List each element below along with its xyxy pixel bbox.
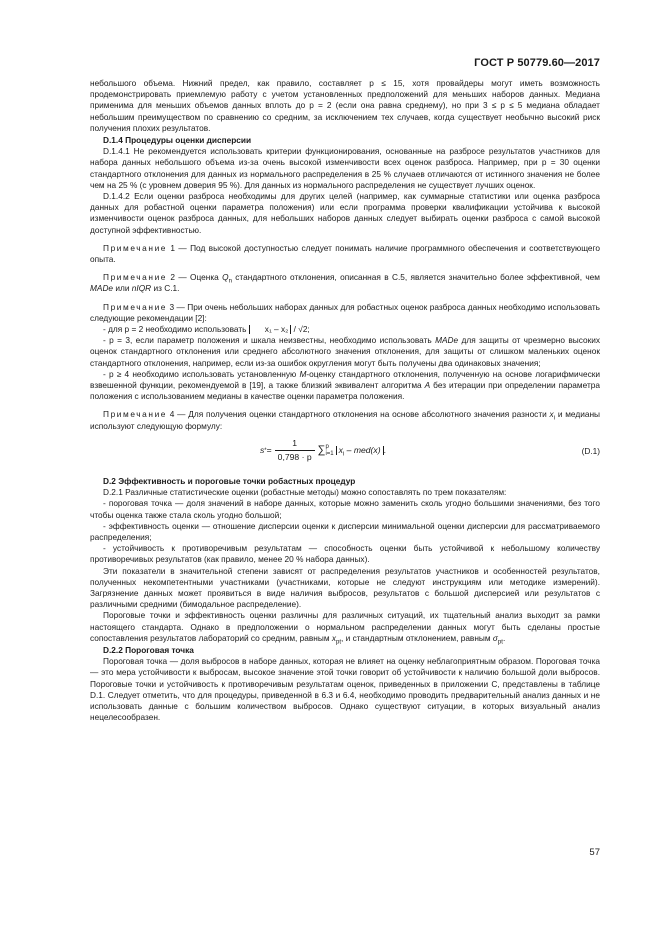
section-heading-d2: D.2 Эффективность и пороговые точки робастных процедур: [103, 475, 356, 486]
paragraph-d141: D.1.4.1 Не рекомендуется использовать критерии функционирования, основанные на разбросе результатов участников для набора данных небольшого объема из-за очень высокой изменчивости всех оценок разброса. Например, при p = 30 оценки стандартного отклонения для данных из нормального распределения в 25 % случаев отличаются от истинного значения не более чем на 25 % (с уровнем доверия 95 %). Для данных из нормального распределения не существует лучших оценок.: [90, 146, 600, 190]
paragraph: Эти показатели в значительной степени зависят от распределения результатов участников и особенностей результатов, полученных некомпетентными участниками (участниками, которые не следуют инструкциям или методике измерений). Загрязнение данных может проявиться в виде наличия выбросов, результатов с большой дисперсией или результатов с различными средними (бимодальное распределение).: [90, 565, 600, 610]
abs-expression: $x_i - med(x)$: [336, 446, 384, 455]
note-label: Примечание: [103, 301, 168, 312]
sum-symbol: ∑: [317, 443, 326, 456]
list-item: - эффективность оценки — отношение дисперсии оценки к дисперсии минимальной оценки дисперсии для рассматриваемого распределения;: [90, 520, 600, 542]
list-item: - устойчивость к противоречивым результатам — способность оценки быть устойчивой к небольшому количеству противоречивых результатов (как правило, менее 20 % набора данных).: [90, 543, 600, 565]
note-3-bullet-3: - p ≥ 4 необходимо использовать установленную M-оценку стандартного отклонения, полученную на основе логарифмически взвешенной функции, рекомендуемой в [19], а также близкий эквивалент алгоритма A без итерации при определении параметра положения с использованием медианы в качестве оценки параметра положения.: [90, 368, 600, 402]
paragraph-d142: D.1.4.2 Если оценки разброса необходимы для других целей (например, как суммарные статистики или оценка разброса данных для робастной оценки параметра положения) или если программа проверки квалификации устойчива к высокой изменчивости оценок разброса данных, для небольших наборов данных следует выбирать оценки разброса с самой высокой доступной эффективностью.: [90, 191, 600, 235]
document-header: ГОСТ Р 50779.60—2017: [474, 57, 600, 69]
paragraph: Пороговые точки и эффективность оценки различны для различных ситуаций, их тщательный анализ выходит за рамки настоящего стандарта. Однако в предположении о нормальном распределении данных могут быть сделаны простые сопоставления результатов лабораторий со средним, равным $x_{pt}$, и стандартным отклонением, равным $\sigma_{pt}$.: [90, 610, 600, 646]
formula-d1: [90, 436, 600, 470]
note-4: Примечание 4 — Для получения оценки стандартного отклонения на основе абсолютного значения разности $x_i$ и медианы используют следующую формулу:: [90, 409, 600, 431]
list-item: - пороговая точка — доля значений в наборе данных, которые можно заменить сколь угодно большими значениями, без того чтобы оценка также стала сколь угодно большой;: [90, 498, 600, 520]
paragraph-d21: D.2.1 Различные статистические оценки (робастные методы) можно сопоставлять по трем показателям:: [103, 487, 507, 498]
page-number: 57: [589, 847, 600, 858]
note-2: Примечание 2 — Оценка $Q_n$ стандартного отклонения, описанная в С.5, является значительно более эффективной, чем MADe или nIQR из С.1.: [90, 272, 600, 294]
note-label: Примечание: [103, 409, 168, 420]
document-body: [90, 78, 600, 723]
paragraph: небольшого объема. Нижний предел, как правило, составляет p ≤ 15, хотя провайдеры могут иметь возможность продемонстрировать приемлемую работу с учетом установленных предположений для меньших наборов данных. Медиана применима для меньших объемов данных вплоть до p = 2 (если она равна среднему), но при 3 ≤ p ≤ 5 медиана обладает небольшим преимуществом по сравнению со средним, за исключением тех случаев, когда существует необычно высокий риск получения плохих результатов.: [90, 78, 600, 133]
note-3-bullet-1: - для p = 2 необходимо использовать x₁ – x₂ / √2;: [103, 324, 310, 335]
formula-number: (D.1): [581, 445, 600, 456]
note-1: Примечание 1 — Под высокой доступностью следует понимать наличие программного обеспечения и соответствующего опыта.: [90, 242, 600, 265]
section-heading-d22: D.2.2 Пороговая точка: [103, 644, 194, 655]
formula-fraction: $\frac{1}{0,798 \cdot p}$: [275, 438, 315, 463]
note-3-bullet-2: - p = 3, если параметр положения и шкала неизвестны, необходимо использовать MADe для защиты от чрезмерно высоких оценок стандартного отклонения или среднего абсолютного значения отклонения, для защиты от слишком маленьких оценок стандартного отклонения, например, если из-за ошибок округления могут быть получены два одинаковых значения;: [90, 335, 600, 368]
formula-body: s * = $\frac{1}{0,798 \cdot p}$ ∑ p i=1 $x_i - med(x)$ .: [260, 437, 386, 463]
note-3: Примечание 3 — При очень небольших наборах данных для робастных оценок разброса данных необходимо использовать следующие рекомендации [2]:: [90, 301, 600, 323]
section-heading-d14: D.1.4 Процедуры оценки дисперсии: [103, 135, 252, 146]
note-label: Примечание: [103, 272, 168, 283]
paragraph-d22: Пороговая точка — доля выбросов в наборе данных, которая не влияет на оценку неблагоприятным образом. Пороговая точка — это мера устойчивости к выбросам, высокое значение этой точки говорит об устойчивости к наличию большой доли выбросов. Пороговые точки и устойчивость к противоречивым результатам оценок, приведенных в приложении С, представлены в таблице D.1. Следует отметить, что для процедуры, приведенной в 6.3 и 6.4, необходимо проводить предварительный анализ данных и не использовать данные с большим количеством выбросов. Однако существуют ситуации, в которых визуальный анализ нецелесообразен.: [90, 656, 600, 723]
abs-expression: x₁ – x₂: [249, 325, 292, 334]
note-label: Примечание: [103, 242, 168, 253]
